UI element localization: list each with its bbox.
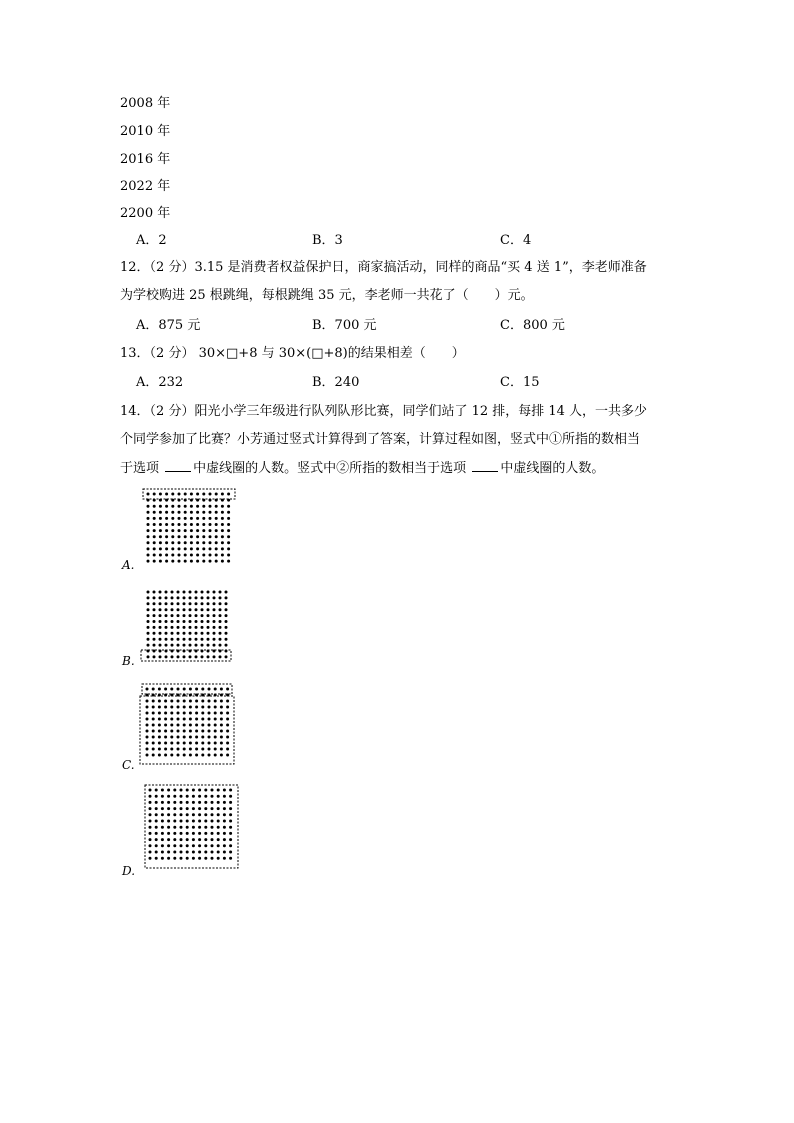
q13-text-line1: 13．（2 分） 30×□+8 与 30×(□+8)的结果相差（ ） [120, 346, 465, 361]
figure-label-a: A. [122, 558, 135, 572]
q12-option-a: A．875 元 [136, 318, 201, 333]
q12-text-line2: 为学校购进 25 根跳绳，每根跳绳 35 元，李老师一共花了（ ）元。 [120, 288, 534, 303]
year-item: 2008 年 [120, 96, 171, 111]
dot-grid-figure-b [138, 586, 238, 668]
q11-option-b: B．3 [312, 233, 343, 248]
q11-option-a: A．2 [136, 233, 167, 248]
q14-text-part: 于选项 [120, 461, 160, 476]
year-item: 2010 年 [120, 124, 171, 139]
figure-label-d: D. [122, 864, 136, 878]
q14-text-part: 中虚线圈的人数。 [500, 461, 605, 476]
q13-option-c: C．15 [500, 375, 540, 390]
answer-blank-2[interactable] [472, 459, 498, 472]
q12-option-b: B．700 元 [312, 318, 377, 333]
figure-label-b: B. [122, 654, 135, 668]
dot-grid-figure-d [140, 782, 244, 874]
q13-option-b: B．240 [312, 375, 360, 390]
q13-option-a: A．232 [136, 375, 184, 390]
q14-text-part: 中虚线圈的人数。竖式中②所指的数相当于选项 [193, 461, 467, 476]
q14-text-line1: 14．（2 分）阳光小学三年级进行队列队形比赛，同学们站了 12 排，每排 14 人，一共多少 [120, 404, 648, 419]
dot-grid-figure-a [138, 488, 242, 568]
q11-option-c: C．4 [500, 233, 532, 248]
q12-text-line1: 12．（2 分）3.15 是消费者权益保护日，商家搞活动，同样的商品“买 4 送 1”，李老师准备 [120, 260, 647, 275]
dot-grid-figure-c [136, 682, 240, 770]
answer-blank-1[interactable] [165, 459, 191, 472]
year-item: 2016 年 [120, 152, 171, 167]
year-item: 2200 年 [120, 206, 171, 221]
q12-option-c: C．800 元 [500, 318, 565, 333]
year-item: 2022 年 [120, 179, 171, 194]
q14-text-line3 [120, 459, 604, 477]
q14-text-line2: 个同学参加了比赛？小芳通过竖式计算得到了答案，计算过程如图，竖式中①所指的数相当 [120, 432, 641, 447]
figure-label-c: C. [122, 758, 135, 772]
